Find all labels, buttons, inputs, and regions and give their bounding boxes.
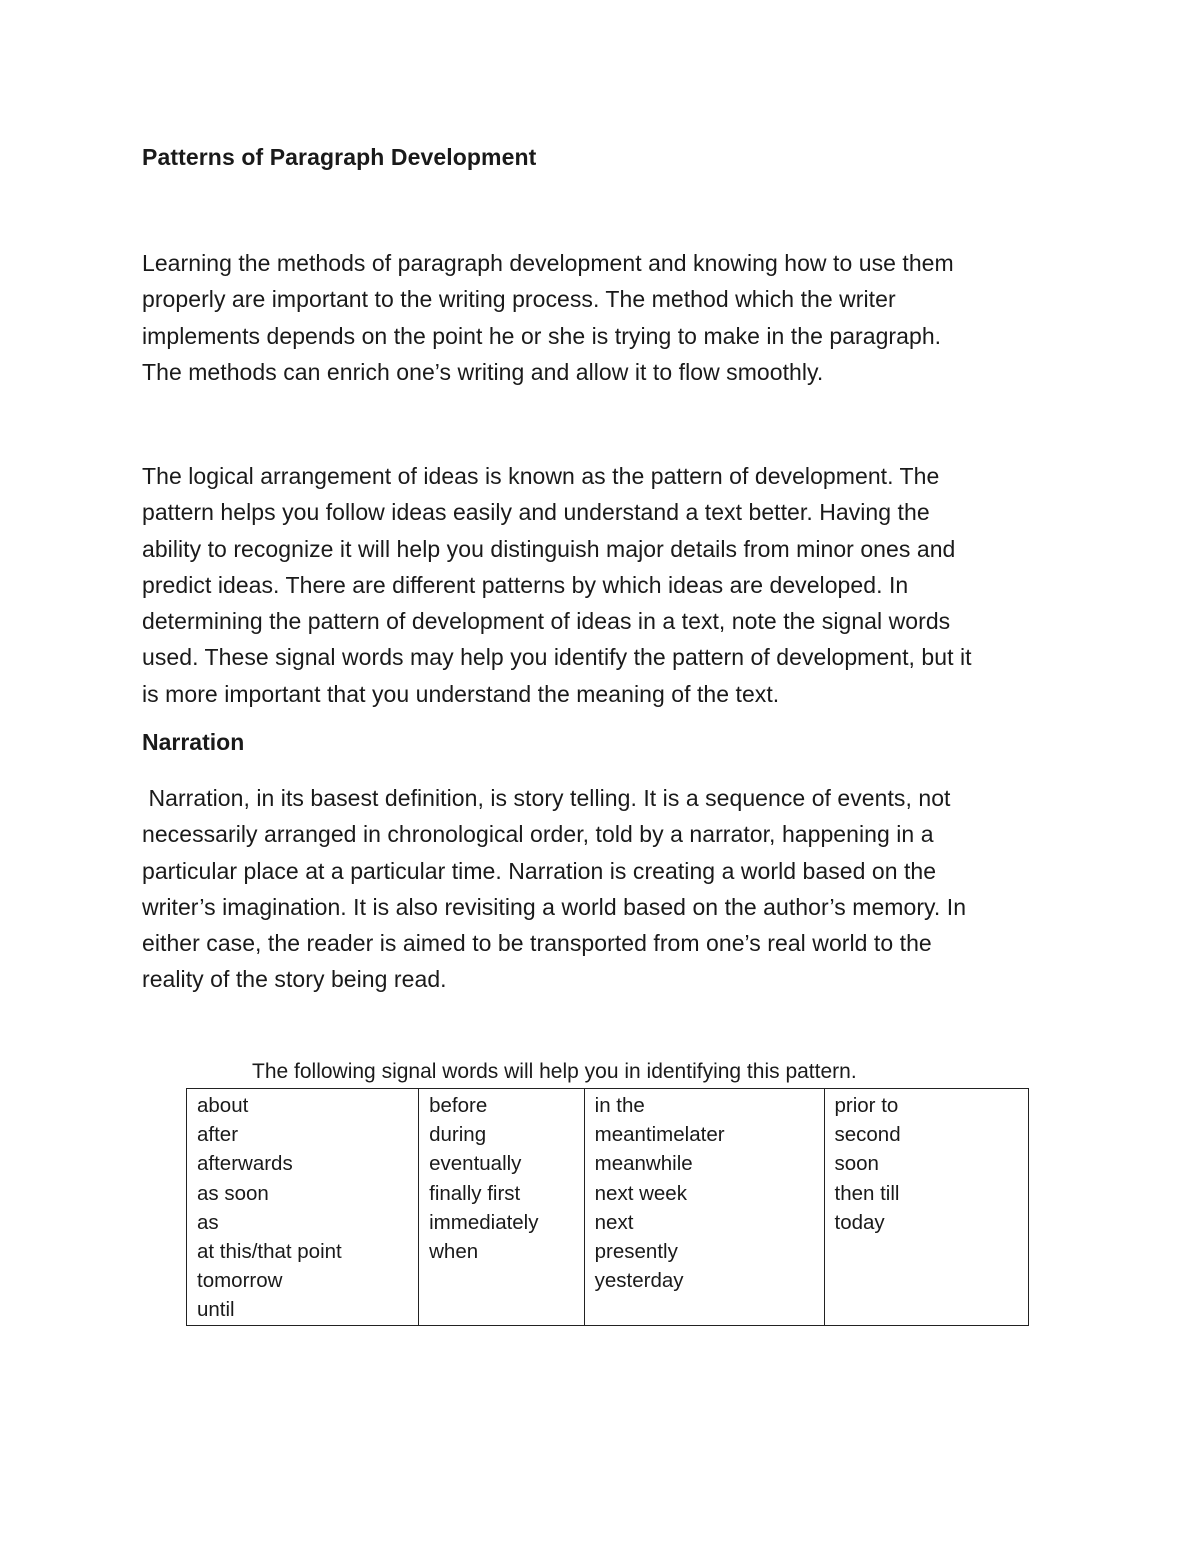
signal-word: after — [197, 1123, 239, 1147]
signal-word: next — [594, 1210, 634, 1234]
paragraph-line: determining the pattern of development of ideas in a text, note the signal words — [142, 608, 951, 635]
signal-word: about — [197, 1094, 249, 1117]
paragraph-line: The methods can enrich one’s writing and allow it to flow smoothly. — [142, 358, 824, 385]
paragraph-line: implements depends on the point he or she is trying to make in the paragraph. — [142, 322, 942, 349]
paragraph-line: Narration, in its basest definition, is story telling. It is a sequence of events, not — [142, 785, 951, 811]
table-caption: The following signal words will help you in identifying this pattern. — [252, 1060, 857, 1083]
narration-paragraph — [142, 780, 1072, 998]
intro-paragraph — [142, 245, 1072, 390]
signal-word: presently — [594, 1240, 678, 1264]
signal-word: next week — [594, 1181, 687, 1205]
signal-column-4 — [824, 1089, 1029, 1326]
signal-word: in the — [594, 1094, 645, 1117]
paragraph-line: properly are important to the writing process. The method which the writer — [142, 286, 896, 313]
paragraph-line: particular place at a particular time. Narration is creating a world based on the — [142, 857, 937, 884]
signal-word: immediately — [429, 1210, 539, 1234]
paragraph-line: pattern helps you follow ideas easily and understand a text better. Having the — [142, 499, 930, 526]
paragraph-line: Learning the methods of paragraph development and knowing how to use them — [142, 250, 954, 276]
signal-word: prior to — [834, 1094, 899, 1117]
paragraph-line: writer’s imagination. It is also revisiting a world based on the author’s memory. In — [142, 893, 967, 920]
narration-heading: Narration — [142, 729, 245, 755]
paragraph-line: either case, the reader is aimed to be transported from one’s real world to the — [142, 930, 932, 957]
signal-word: meanwhile — [594, 1152, 693, 1176]
signal-word: second — [834, 1123, 901, 1147]
signal-word: yesterday — [594, 1269, 684, 1293]
paragraph-line: predict ideas. There are different patterns by which ideas are developed. In — [142, 571, 909, 598]
signal-word: today — [834, 1210, 885, 1234]
signal-column-2 — [419, 1089, 585, 1326]
page-title: Patterns of Paragraph Development — [142, 144, 537, 170]
paragraph-line: reality of the story being read. — [142, 966, 447, 993]
signal-words-table — [186, 1088, 1029, 1326]
signal-word: then till — [834, 1181, 900, 1205]
signal-word: until — [197, 1298, 235, 1322]
paragraph-line: The logical arrangement of ideas is known as the pattern of development. The — [142, 463, 940, 489]
signal-word: at this/that point — [197, 1240, 342, 1264]
signal-word: as soon — [197, 1181, 269, 1205]
paragraph-line: is more important that you understand the meaning of the text. — [142, 680, 780, 707]
pattern-paragraph — [142, 458, 1072, 712]
signal-word: eventually — [429, 1152, 522, 1176]
signal-word: before — [429, 1094, 488, 1117]
signal-column-3 — [584, 1089, 824, 1326]
paragraph-line: ability to recognize it will help you distinguish major details from minor ones and — [142, 535, 956, 562]
signal-word: soon — [834, 1152, 879, 1176]
signal-word: during — [429, 1123, 487, 1147]
paragraph-line: necessarily arranged in chronological order, told by a narrator, happening in a — [142, 821, 934, 848]
paragraph-line: used. These signal words may help you identify the pattern of development, but it — [142, 644, 972, 671]
signal-word: finally first — [429, 1181, 521, 1205]
signal-word: when — [429, 1240, 479, 1264]
signal-word: as — [197, 1210, 219, 1234]
signal-word: afterwards — [197, 1152, 293, 1176]
table-row — [187, 1089, 1029, 1326]
signal-word: meantimelater — [594, 1123, 725, 1147]
signal-word: tomorrow — [197, 1269, 283, 1293]
signal-column-1 — [187, 1089, 419, 1326]
